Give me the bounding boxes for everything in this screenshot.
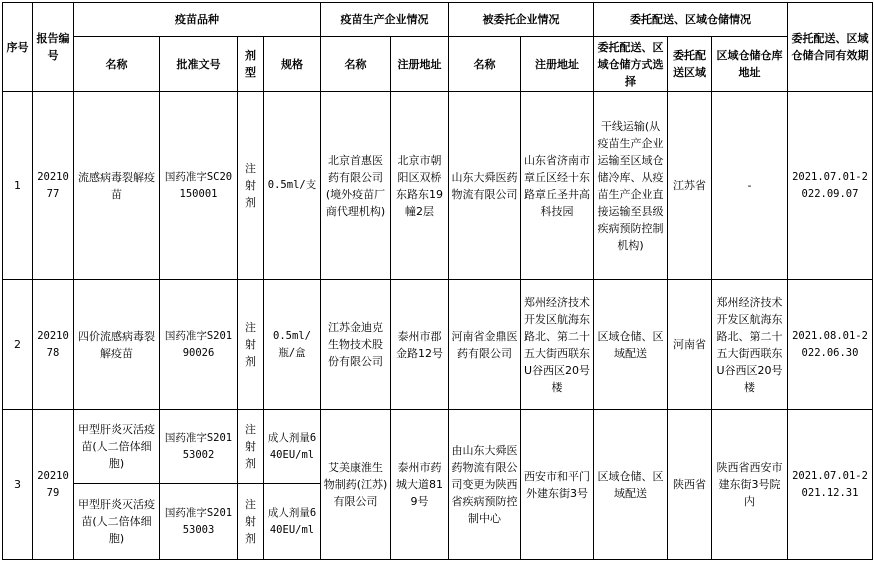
cell-dosage-form: 注射剂 — [238, 410, 264, 484]
header-ent-name: 名称 — [449, 37, 521, 92]
cell-spec: 0.5ml/支 — [264, 92, 321, 280]
cell-approval-no: 国药准字SC20150001 — [160, 92, 238, 280]
cell-contract-period: 2021.07.01-2022.09.07 — [788, 92, 873, 280]
cell-contract-period: 2021.08.01-2022.06.30 — [788, 280, 873, 410]
cell-vaccine-name: 甲型肝炎灭活疫苗(人二倍体细胞) — [74, 484, 160, 560]
cell-mfr-name: 江苏金迪克生物技术股份有限公司 — [321, 280, 391, 410]
cell-delivery-region: 河南省 — [668, 280, 712, 410]
cell-vaccine-name: 甲型肝炎灭活疫苗(人二倍体细胞) — [74, 410, 160, 484]
cell-spec: 成人剂量640EU/ml — [264, 484, 321, 560]
cell-report-no: 2021079 — [33, 410, 74, 560]
cell-mfr-name: 艾美康淮生物制药(江苏)有限公司 — [321, 410, 391, 560]
cell-ent-address: 山东省济南市章丘区经十东路章丘圣井高科技园 — [521, 92, 594, 280]
cell-spec: 成人剂量640EU/ml — [264, 410, 321, 484]
cell-delivery-mode: 干线运输(从疫苗生产企业运输至区域仓储冷库、从疫苗生产企业直接运输至县级疾病预防控制机构) — [594, 92, 668, 280]
header-mfr-address: 注册地址 — [391, 37, 449, 92]
header-delivery-region: 委托配送区域 — [668, 37, 712, 92]
table-row — [3, 410, 873, 484]
cell-delivery-mode: 区域仓储、区域配送 — [594, 280, 668, 410]
header-ent-address: 注册地址 — [521, 37, 594, 92]
cell-delivery-region: 陕西省 — [668, 410, 712, 560]
cell-vaccine-name: 四价流感病毒裂解疫苗 — [74, 280, 160, 410]
cell-approval-no: 国药准字S20190026 — [160, 280, 238, 410]
cell-seq: 2 — [3, 280, 33, 410]
cell-seq: 3 — [3, 410, 33, 560]
cell-approval-no: 国药准字S20153002 — [160, 410, 238, 484]
cell-ent-name: 河南省金鼎医药有限公司 — [449, 280, 521, 410]
header-vaccine-name: 名称 — [74, 37, 160, 92]
cell-seq: 1 — [3, 92, 33, 280]
header-seq: 序号 — [3, 3, 33, 92]
cell-approval-no: 国药准字S20153003 — [160, 484, 238, 560]
header-contract-period: 委托配送、区域仓储合同有效期 — [788, 3, 873, 92]
cell-dosage-form: 注射剂 — [238, 280, 264, 410]
cell-mfr-name: 北京首惠医药有限公司(境外疫苗厂商代理机构) — [321, 92, 391, 280]
cell-ent-name: 山东大舜医药物流有限公司 — [449, 92, 521, 280]
header-dosage-form: 剂型 — [238, 37, 264, 92]
cell-spec: 0.5ml/瓶/盒 — [264, 280, 321, 410]
header-row-1 — [3, 3, 873, 37]
vaccine-delivery-table — [2, 2, 873, 560]
cell-warehouse-address: 郑州经济技术开发区航海东路北、第二十五大街西联东U谷西区20号楼 — [712, 280, 788, 410]
cell-mfr-address: 泰州市郡金路12号 — [391, 280, 449, 410]
header-approval-no: 批准文号 — [160, 37, 238, 92]
cell-mfr-address: 泰州市药城大道819号 — [391, 410, 449, 560]
header-delivery-mode: 委托配送、区域仓储方式选择 — [594, 37, 668, 92]
cell-contract-period: 2021.07.01-2021.12.31 — [788, 410, 873, 560]
header-report-no: 报告编号 — [33, 3, 74, 92]
cell-dosage-form: 注射剂 — [238, 484, 264, 560]
table-row — [3, 92, 873, 280]
table-row — [3, 280, 873, 410]
header-vaccine-group: 疫苗品种 — [74, 3, 321, 37]
cell-report-no: 2021077 — [33, 92, 74, 280]
cell-warehouse-address: 陕西省西安市建东街3号院内 — [712, 410, 788, 560]
header-entrusted-group: 被委托企业情况 — [449, 3, 594, 37]
cell-report-no: 2021078 — [33, 280, 74, 410]
header-mfr-name: 名称 — [321, 37, 391, 92]
header-warehouse-address: 区域仓储仓库地址 — [712, 37, 788, 92]
cell-mfr-address: 北京市朝阳区双桥东路东19幢2层 — [391, 92, 449, 280]
header-delivery-group: 委托配送、区域仓储情况 — [594, 3, 788, 37]
cell-ent-name: 由山东大舜医药物流有限公司变更为陕西省疾病预防控制中心 — [449, 410, 521, 560]
cell-delivery-region: 江苏省 — [668, 92, 712, 280]
cell-ent-address: 西安市和平门外建东街3号 — [521, 410, 594, 560]
cell-dosage-form: 注射剂 — [238, 92, 264, 280]
cell-ent-address: 郑州经济技术开发区航海东路北、第二十五大街西联东U谷西区20号楼 — [521, 280, 594, 410]
cell-vaccine-name: 流感病毒裂解疫苗 — [74, 92, 160, 280]
header-row-2 — [3, 37, 873, 92]
header-spec: 规格 — [264, 37, 321, 92]
header-manufacturer-group: 疫苗生产企业情况 — [321, 3, 449, 37]
cell-warehouse-address: - — [712, 92, 788, 280]
cell-delivery-mode: 区域仓储、区域配送 — [594, 410, 668, 560]
